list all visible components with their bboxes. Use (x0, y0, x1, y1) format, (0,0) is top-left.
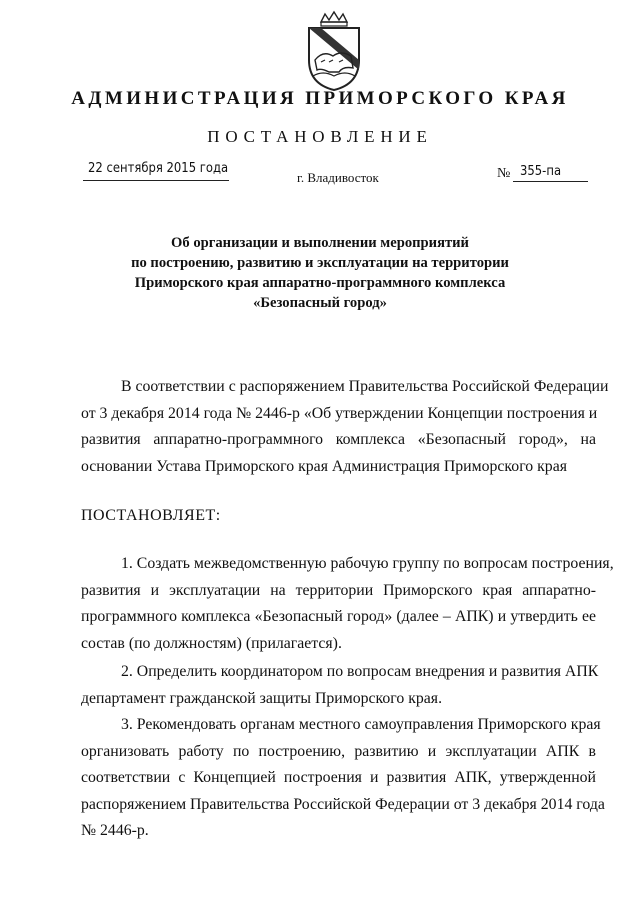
text-line: от 3 декабря 2014 года № 2446-р «Об утверждении Концепции построения и (81, 404, 598, 422)
document-type: ПОСТАНОВЛЕНИЕ (207, 127, 433, 146)
title-line: Приморского края аппаратно-программного комплекса (134, 275, 506, 291)
resolve-heading: ПОСТАНОВЛЯЕТ: (81, 507, 221, 524)
text-line: 1. Создать межведомственную рабочую группу по вопросам построения, (121, 555, 614, 572)
number-underline (513, 181, 588, 182)
number-sign: № (497, 166, 511, 181)
coat-of-arms-icon (299, 10, 369, 92)
item-3-paragraph (81, 712, 605, 845)
document-city: г. Владивосток (297, 170, 379, 185)
date-underline (83, 180, 229, 181)
text-line: соответствии с Концепцией построения и развития АПК, утвержденной (81, 769, 596, 786)
preamble-paragraph (81, 374, 609, 480)
text-line: департамент гражданской защиты Приморского края. (81, 689, 443, 707)
text-line: В соответствии с распоряжением Правительства Российской Федерации (121, 378, 609, 395)
organization-name: АДМИНИСТРАЦИЯ ПРИМОРСКОГО КРАЯ (71, 88, 569, 109)
text-line: развития и эксплуатации на территории Приморского края аппаратно- (81, 581, 596, 599)
item-2-paragraph (81, 659, 599, 712)
text-line: распоряжением Правительства Российской Федерации от 3 декабря 2014 года (81, 795, 605, 813)
text-line: № 2446-р. (81, 822, 149, 839)
text-line: организовать работу по построению, развитию и эксплуатации АПК в (81, 742, 596, 760)
document-number: 355-па (520, 163, 562, 179)
text-line: состав (по должностям) (прилагается). (81, 634, 342, 652)
text-line: основании Устава Приморского края Администрация Приморского края (81, 457, 567, 475)
text-line: программного комплекса «Безопасный город» (далее – АПК) и утвердить ее (81, 608, 596, 625)
title-line: Об организации и выполнении мероприятий (171, 235, 469, 251)
item-1-paragraph (81, 551, 614, 657)
document-title (0, 233, 640, 313)
document-date: 22 сентября 2015 года (88, 160, 229, 176)
title-line: по построению, развитию и эксплуатации на территории (131, 255, 509, 271)
text-line: 3. Рекомендовать органам местного самоуправления Приморского края (121, 716, 601, 733)
text-line: 2. Определить координатором по вопросам внедрения и развития АПК (121, 663, 599, 680)
text-line: развития аппаратно-программного комплекса «Безопасный город», на (81, 431, 596, 448)
title-line: «Безопасный город» (253, 295, 387, 311)
